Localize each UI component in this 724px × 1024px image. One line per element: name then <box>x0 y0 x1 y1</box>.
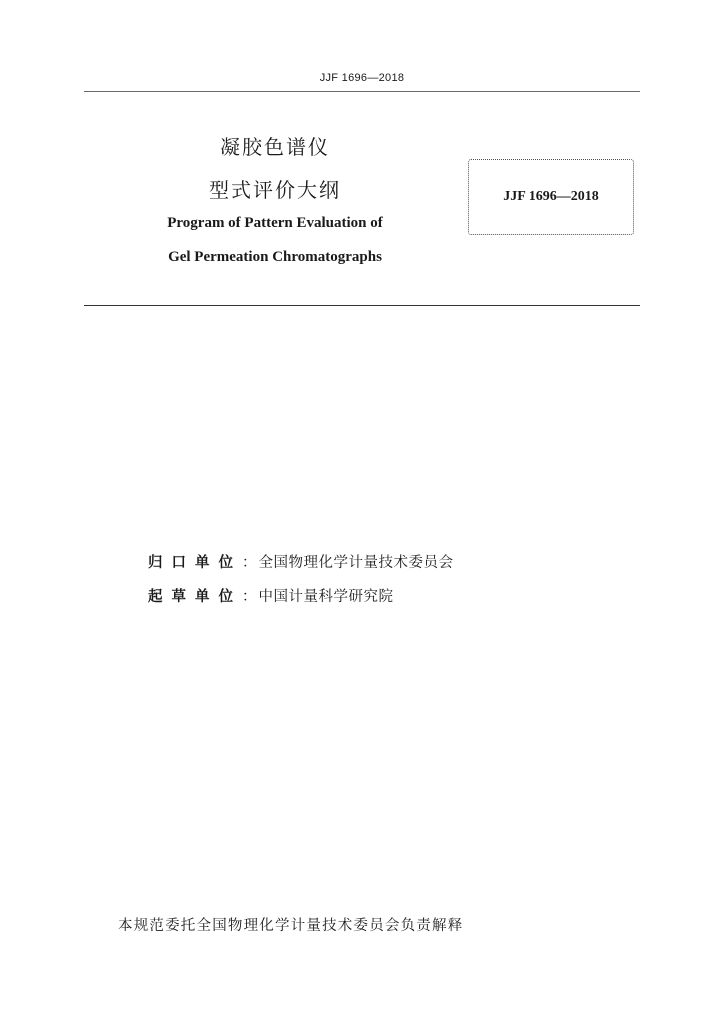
title-chinese-line-2: 型式评价大纲 <box>209 178 341 202</box>
header-standard-code: JJF 1696—2018 <box>319 72 405 84</box>
responsible-unit-value: 全国物理化学计量技术委员会 <box>258 555 454 571</box>
title-english-line-2: Gel Permeation Chromatographs <box>168 249 382 265</box>
title-section-rule <box>84 305 640 306</box>
standard-code-box <box>468 159 634 235</box>
standard-code-box-text: JJF 1696—2018 <box>503 189 599 204</box>
responsible-unit-row <box>148 551 454 572</box>
title-english-line-1: Program of Pattern Evaluation of <box>167 215 383 231</box>
header-rule <box>84 91 640 92</box>
interpretation-note: 本规范委托全国物理化学计量技术委员会负责解释 <box>118 918 464 934</box>
drafting-unit-label: 起草单位 <box>148 589 242 605</box>
responsible-unit-label: 归口单位 <box>148 555 242 571</box>
title-chinese-line-1: 凝胶色谱仪 <box>220 135 330 159</box>
drafting-unit-row <box>148 585 394 606</box>
drafting-unit-colon: ： <box>242 589 257 605</box>
responsible-unit-colon: ： <box>242 555 257 571</box>
drafting-unit-value: 中国计量科学研究院 <box>258 589 394 605</box>
